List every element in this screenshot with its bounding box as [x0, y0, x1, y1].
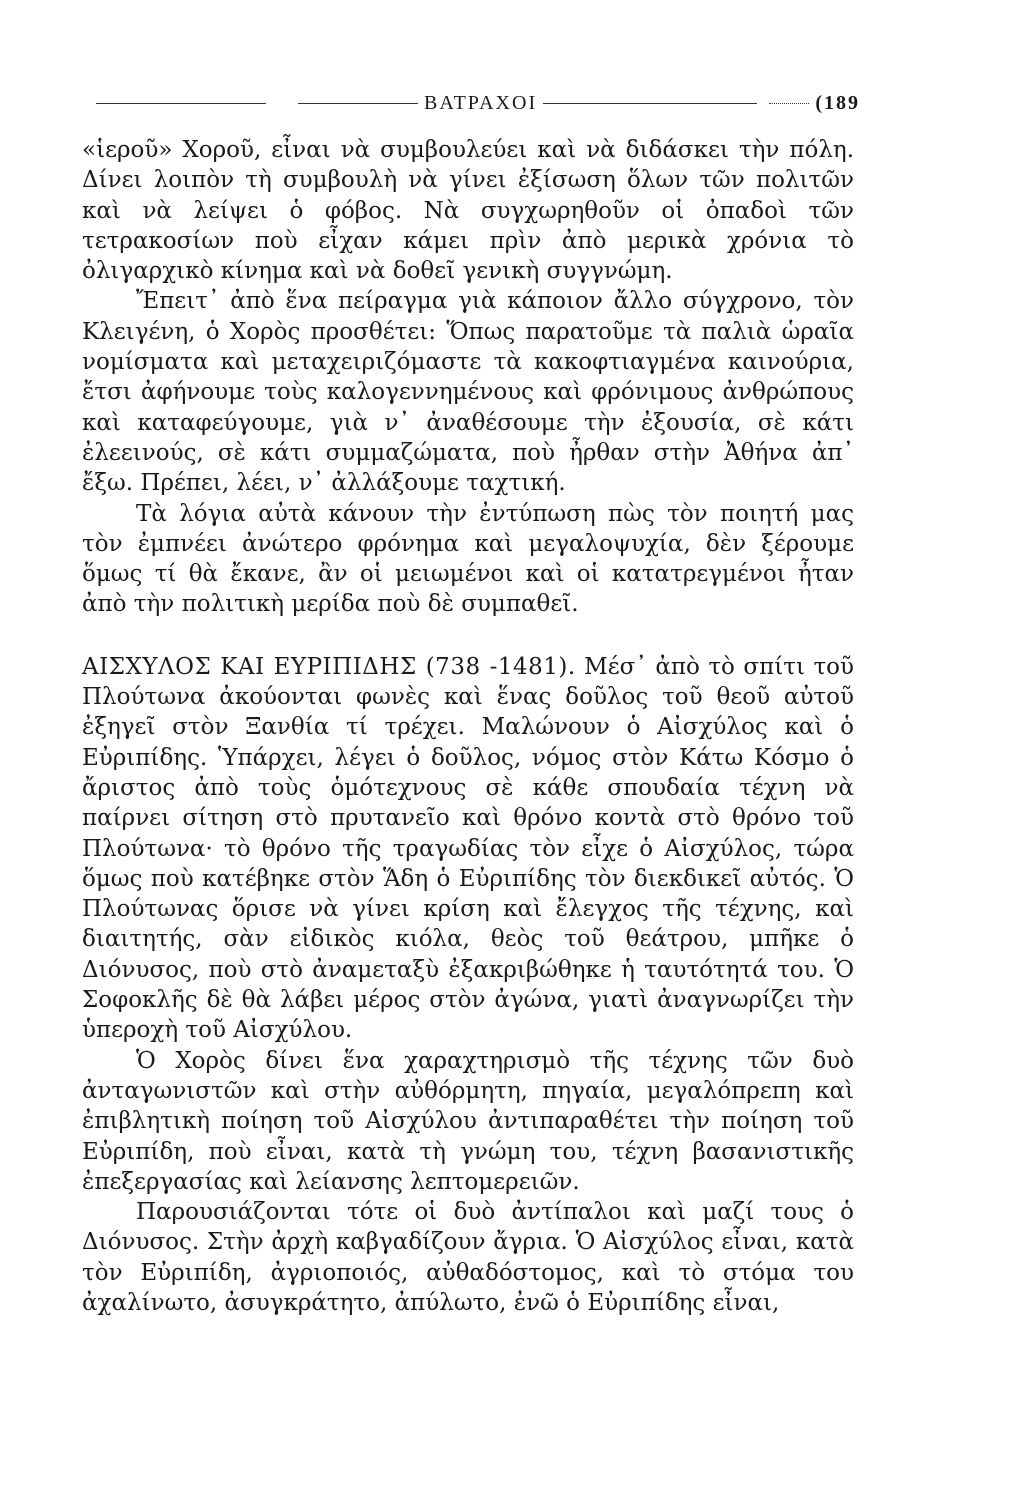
header-rule-left: [96, 103, 266, 104]
header-rule-dotted: [769, 103, 809, 104]
paragraph: Ἔπειτ᾽ ἀπὸ ἕνα πείραγμα γιὰ κάποιον ἄλλο σύγχρονο, τὸν Κλειγένη, ὁ Χορὸς προσθέτει: Ὅπως παρατοῦμε τὰ παλιὰ ὡραῖα νομίσματα καὶ μεταχειριζόμαστε τὰ κακοφτιαγμένα καινούρια, ἔτσι ἀφήνουμε τοὺς καλογεννημένους καὶ φρόνιμους ἀνθρώπους καὶ καταφεύγουμε, γιὰ ν᾽ ἀναθέσουμε τὴν ἐξουσία, σὲ κάτι ἐλεεινούς, σὲ κάτι συμμαζώματα, ποὺ ἦρθαν στὴν Ἀθήνα ἀπ᾽ ἔξω. Πρέπει, λέει, ν᾽ ἀλλάξουμε ταχτική.: [82, 288, 854, 497]
paragraph: Ὁ Χορὸς δίνει ἕνα χαραχτηρισμὸ τῆς τέχνης τῶν δυὸ ἀνταγωνιστῶν καὶ στὴν αὐθόρμητη, πηγαία, μεγαλόπρεπη καὶ ἐπιβλητικὴ ποίηση τοῦ Αἰσχύλου ἀντιπαραθέτει τὴν ποίηση τοῦ Εὐριπίδη, ποὺ εἶναι, κατὰ τὴ γνώμη του, τέχνη βασανιστικῆς ἐπεξεργασίας καὶ λείανσης λεπτομερειῶν.: [82, 1047, 854, 1195]
paragraph: «ἱεροῦ» Χοροῦ, εἶναι νὰ συμβουλεύει καὶ νὰ διδάσκει τὴν πόλη. Δίνει λοιπὸν τὴ συμβουλὴ νὰ γίνει ἐξίσωση ὅλων τῶν πολιτῶν καὶ νὰ λείψει ὁ φόβος. Νὰ συγχωρηθοῦν οἱ ὀπαδοὶ τῶν τετρακοσίων ποὺ εἶχαν κάμει πρὶν ἀπὸ μερικὰ χρόνια τὸ ὀλιγαρχικὸ κίνημα καὶ νὰ δοθεῖ γενικὴ συγγνώμη.: [82, 137, 854, 285]
section-text: Μέσ᾽ ἀπὸ τὸ σπίτι τοῦ Πλούτωνα ἀκούονται φωνὲς καὶ ἕνας δοῦλος τοῦ θεοῦ αὐτοῦ ἐξηγεῖ στὸν Ξανθία τί τρέχει. Μαλώνουν ὁ Αἰσχύλος καὶ ὁ Εὐριπίδης. Ὑπάρχει, λέγει ὁ δοῦλος, νόμος στὸν Κάτω Κόσμο ὁ ἄριστος ἀπὸ τοὺς ὁμότεχνους σὲ κάθε σπουδαία τέχνη νὰ παίρνει σίτηση στὸ πρυτανεῖο καὶ θρόνο κοντὰ στὸ θρόνο τοῦ Πλούτωνα· τὸ θρόνο τῆς τραγωδίας τὸν εἶχε ὁ Αἰσχύλος, τώρα ὅμως ποὺ κατέβηκε στὸν Ἅδη ὁ Εὐριπίδης τὸν διεκδικεῖ αὐτός. Ὁ Πλούτωνας ὅρισε νὰ γίνει κρίση καὶ ἔλεγχος τῆς τέχνης, καὶ διαιτητής, σὰν εἰδικὸς κιόλα, θεὸς τοῦ θεάτρου, μπῆκε ὁ Διόνυσος, ποὺ στὸ ἀναμεταξὺ ἐξακριβώθηκε ἡ ταυτότητά του. Ὁ Σοφοκλῆς δὲ θὰ λάβει μέρος στὸν ἀγώνα, γιατὶ ἀναγνωρίζει τὴν ὑπεροχὴ τοῦ Αἰσχύλου.: [82, 653, 855, 1044]
page-number: (189: [815, 91, 860, 114]
paragraph: Παρουσιάζονται τότε οἱ δυὸ ἀντίπαλοι καὶ μαζί τους ὁ Διόνυσος. Στὴν ἀρχὴ καβγαδίζουν ἄγρια. Ὁ Αἰσχύλος εἶναι, κατὰ τὸν Εὐριπίδη, ἀγριοποιός, αὐθαδόστομος, καὶ τὸ στόμα του ἀχαλίνωτο, ἀσυγκράτητο, ἀπύλωτο, ἐνῶ ὁ Εὐριπίδης εἶναι,: [82, 1199, 854, 1316]
running-header: [90, 88, 860, 118]
header-rule-left-2: [298, 103, 418, 104]
main-text: [82, 135, 854, 1318]
section-paragraph: [82, 652, 854, 1046]
running-title: ΒΑΤΡΑΧΟΙ: [424, 91, 538, 114]
header-rule-right: [543, 103, 757, 104]
paragraph: Τὰ λόγια αὐτὰ κάνουν τὴν ἐντύπωση πὼς τὸν ποιητή μας τὸν ἐμπνέει ἀνώτερο φρόνημα καὶ μεγαλοψυχία, δὲν ξέρουμε ὅμως τί θὰ ἔκανε, ἂν οἱ μειωμένοι καὶ οἱ κατατρεγμένοι ἦταν ἀπὸ τὴν πολιτικὴ μερίδα ποὺ δὲ συμπαθεῖ.: [82, 500, 854, 618]
section-heading: ΑΙΣΧΥΛΟΣ ΚΑΙ ΕΥΡΙΠΙΔΗΣ (738 -1481).: [82, 653, 576, 680]
